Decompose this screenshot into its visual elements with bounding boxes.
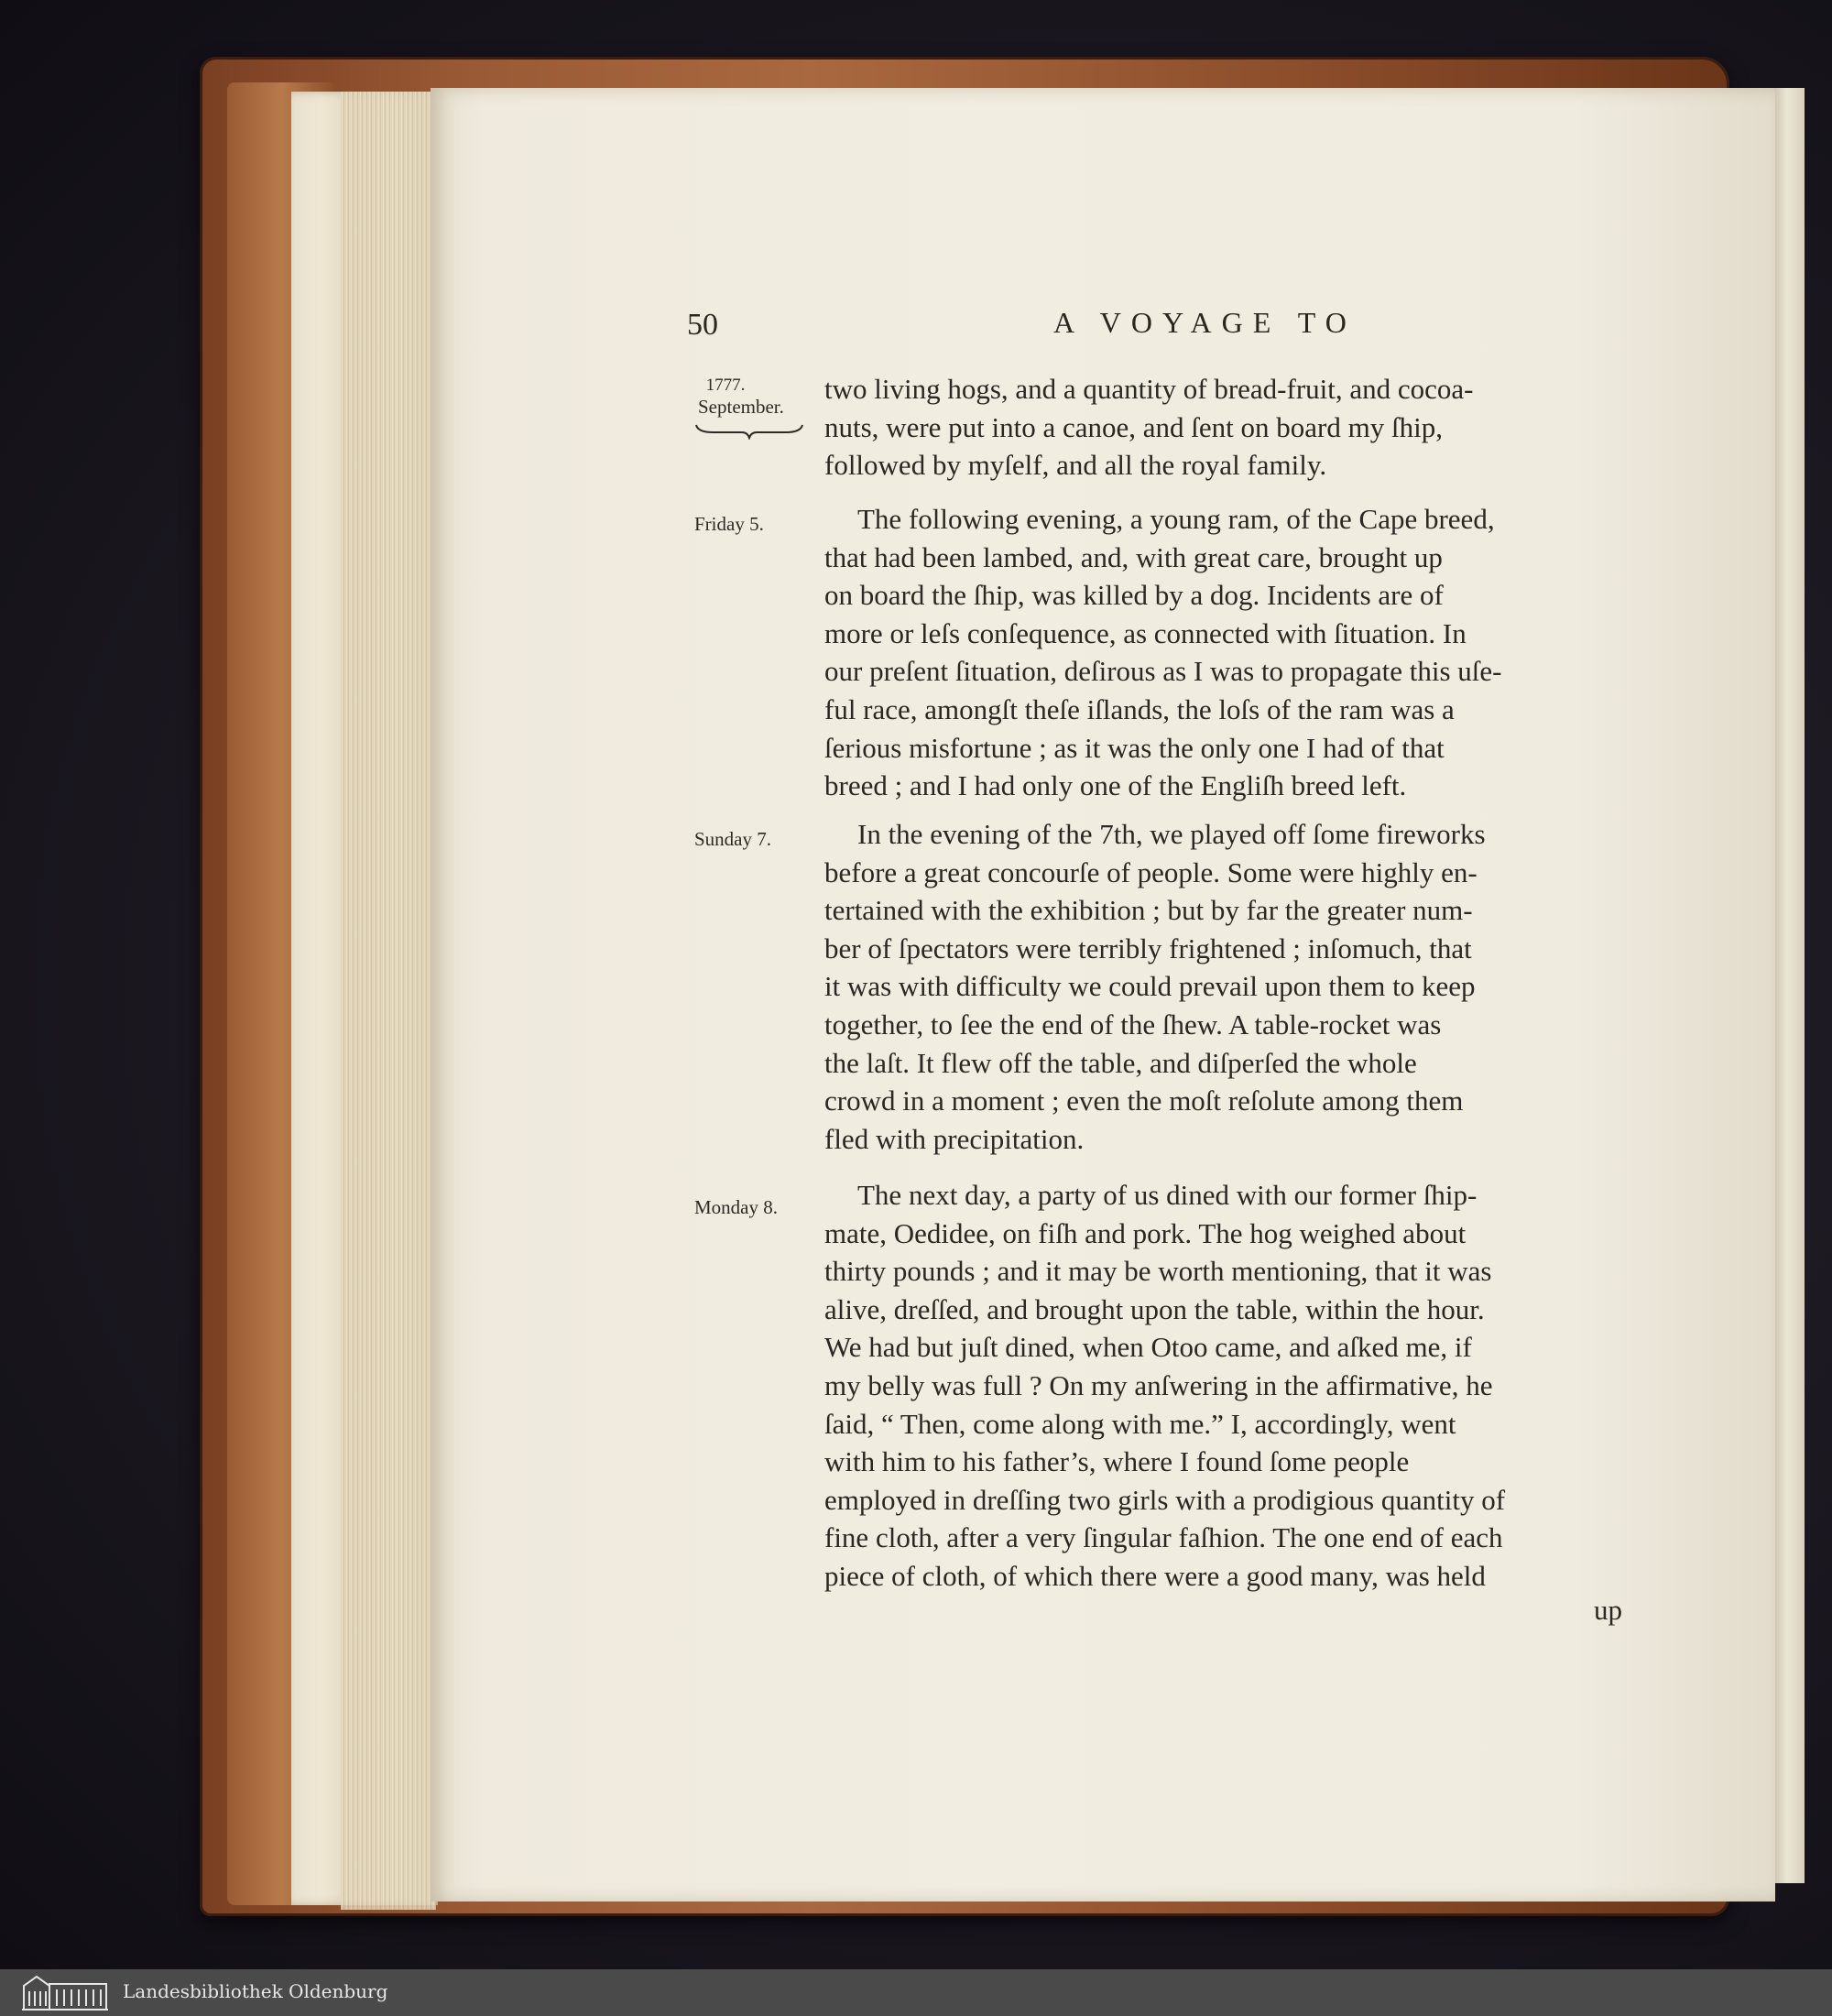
text-line: nuts, were put into a canoe, and ſent on board my ſhip,	[824, 410, 1443, 443]
running-head: A VOYAGE TO	[1053, 306, 1357, 339]
text-line: employed in dreſſing two girls with a prodigious quantity of	[824, 1483, 1506, 1516]
paragraph-4	[824, 1176, 1642, 1596]
page-number: 50	[687, 308, 718, 342]
margin-note-friday: Friday 5.	[694, 513, 764, 535]
paragraph-3	[824, 815, 1642, 1158]
text-line: two living hogs, and a quantity of bread-fruit, and cocoa-	[824, 373, 1474, 405]
text-line: crowd in a moment ; even the moſt reſolute among them	[824, 1084, 1464, 1117]
text-line: The next day, a party of us dined with our former ſhip-	[857, 1179, 1478, 1211]
margin-year: 1777.	[705, 376, 746, 395]
library-name: Landesbibliothek Oldenburg	[123, 1980, 388, 2002]
text-line: followed by myſelf, and all the royal family.	[824, 449, 1327, 482]
text-line: more or leſs conſequence, as connected with ſituation. In	[824, 616, 1467, 649]
text-line: our preſent ſituation, deſirous as I was to propagate this uſe-	[824, 655, 1502, 688]
margin-brace-icon	[694, 423, 804, 440]
text-line: ful race, amongſt theſe iſlands, the loſs of the ram was a	[824, 692, 1455, 725]
text-line: with him to his father’s, where I found ſome people	[824, 1445, 1410, 1478]
text-line: mate, Oedidee, on fiſh and pork. The hog weighed about	[824, 1216, 1467, 1249]
text-line: tertained with the exhibition ; but by far the greater num-	[824, 894, 1473, 927]
text-line: alive, dreſſed, and brought upon the table, within the hour.	[824, 1292, 1485, 1325]
text-line: before a great concourſe of people. Some were highly en-	[824, 855, 1478, 888]
margin-month: September.	[698, 396, 784, 418]
text-line: the laſt. It flew off the table, and diſperſed the whole	[824, 1046, 1417, 1079]
text-line: ſerious misfortune ; as it was the only one I had of that	[824, 731, 1445, 764]
text-line: fine cloth, after a very ſingular faſhion. The one end of each	[824, 1521, 1503, 1554]
text-line: piece of cloth, of which there were a good many, was held	[824, 1559, 1486, 1592]
footer-banner	[0, 1969, 1832, 2016]
text-line: on board the ſhip, was killed by a dog. Incidents are of	[824, 579, 1444, 612]
text-line: In the evening of the 7th, we played off ſome fireworks	[857, 818, 1486, 850]
text-line: fled with precipitation.	[824, 1122, 1085, 1155]
text-line: that had been lambed, and, with great care, brought up	[824, 540, 1443, 573]
facing-page-edge	[1775, 88, 1805, 1883]
text-line: breed ; and I had only one of the Engliſh breed left.	[824, 769, 1407, 802]
paragraph-1	[824, 370, 1642, 485]
text-line: my belly was full ? On my anſwering in the affirmative, he	[824, 1368, 1493, 1401]
text-line: We had but juſt dined, when Otoo came, and aſked me, if	[824, 1331, 1472, 1364]
margin-note-sunday: Sunday 7.	[694, 828, 771, 850]
margin-note-monday: Monday 8.	[694, 1196, 778, 1218]
text-line: thirty pounds ; and it may be worth mentioning, that it was	[824, 1255, 1492, 1288]
text-line: ſaid, “ Then, come along with me.” I, accordingly, went	[824, 1407, 1456, 1440]
text-line: it was with difficulty we could prevail upon them to keep	[824, 970, 1476, 1003]
paragraph-2	[824, 500, 1642, 805]
catchword: up	[1594, 1594, 1622, 1626]
text-line: together, to ſee the end of the ſhew. A table-rocket was	[824, 1008, 1442, 1041]
page-edges	[341, 92, 436, 1910]
text-line: ber of ſpectators were terribly frightened ; inſomuch, that	[824, 932, 1472, 964]
text-line: The following evening, a young ram, of the Cape breed,	[857, 503, 1495, 535]
library-building-icon	[20, 1973, 110, 2011]
